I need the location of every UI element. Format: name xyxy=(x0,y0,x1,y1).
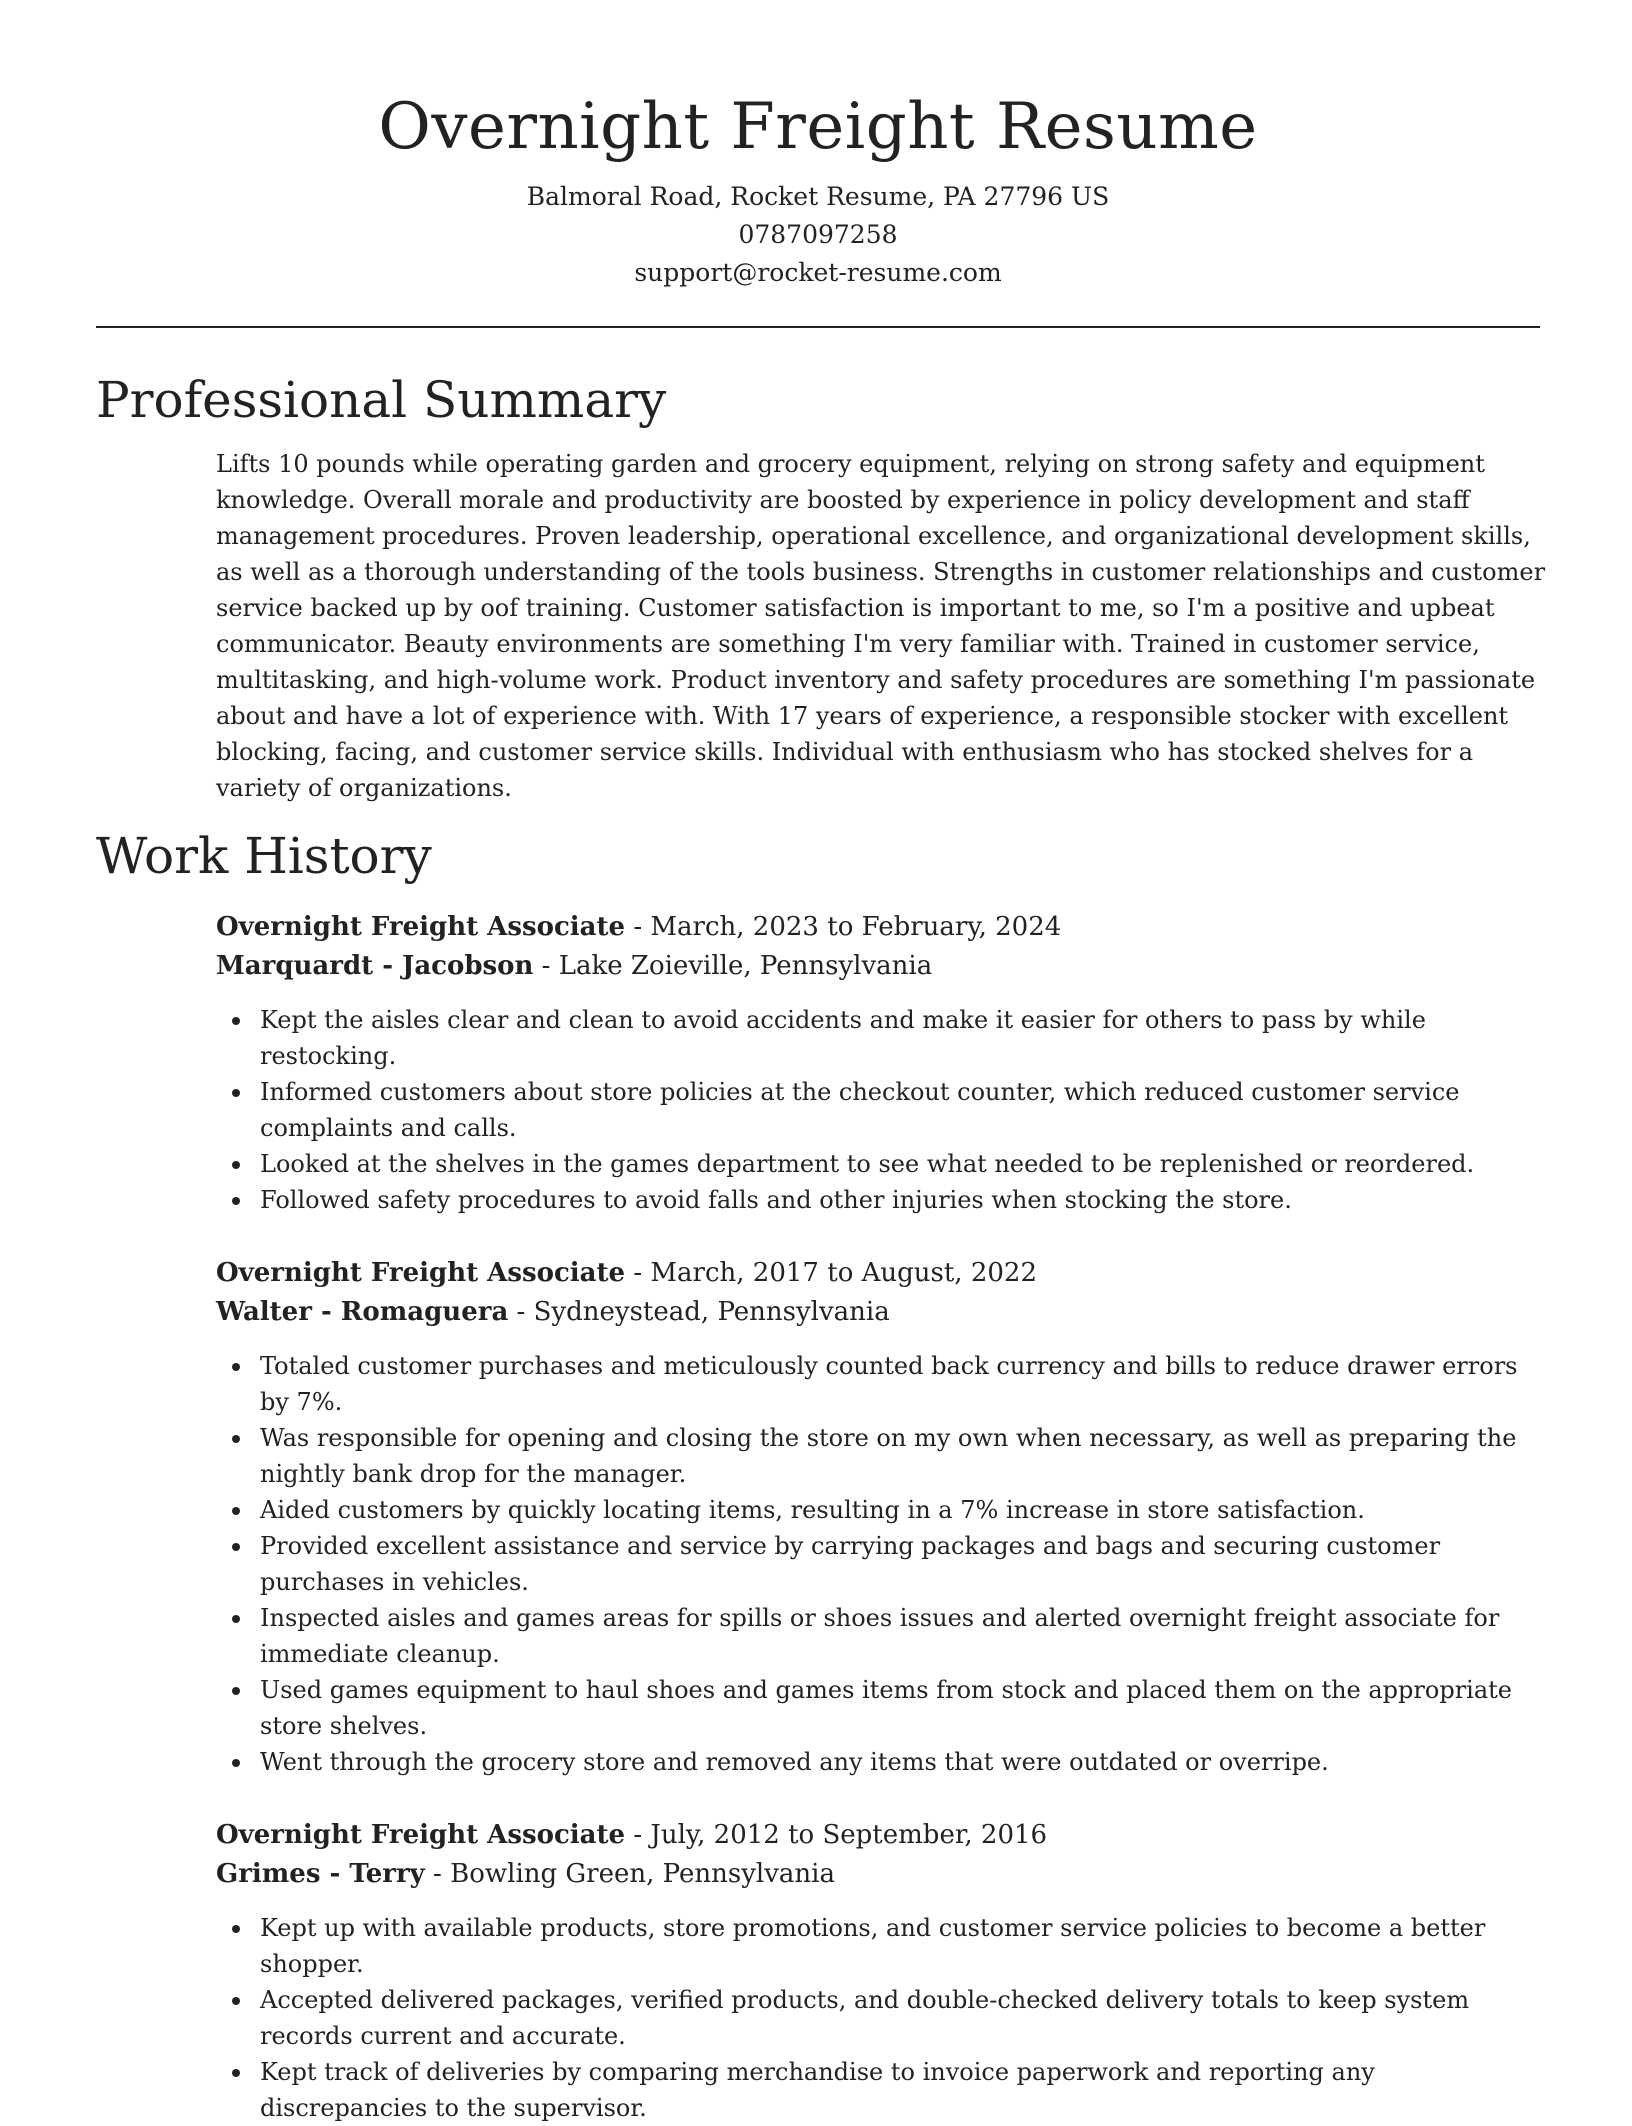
job-position: Overnight Freight Associate xyxy=(216,912,626,942)
list-item: Kept track of deliveries by comparing merchandise to invoice paperwork and reporting any discrepancies to the supervisor. xyxy=(216,2054,1546,2126)
job-title-line xyxy=(216,1254,1546,1293)
contact-email: support@rocket-resume.com xyxy=(634,258,1002,287)
job-position: Overnight Freight Associate xyxy=(216,1258,626,1288)
job-title-line xyxy=(216,1816,1546,1855)
list-item: Totaled customer purchases and meticulously counted back currency and bills to reduce drawer errors by 7%. xyxy=(216,1348,1546,1420)
list-item: Went through the grocery store and removed any items that were outdated or overripe. xyxy=(216,1744,1546,1780)
contact-phone: 0787097258 xyxy=(738,220,898,249)
job-title-line xyxy=(216,908,1546,947)
job-duties-list xyxy=(216,1002,1546,1218)
job-dates: March, 2023 to February, 2024 xyxy=(650,912,1062,942)
job-location: Bowling Green, Pennsylvania xyxy=(450,1859,835,1889)
list-item: Aided customers by quickly locating items, resulting in a 7% increase in store satisfaction. xyxy=(216,1492,1546,1528)
work-history-section xyxy=(216,908,1546,2126)
list-item: Inspected aisles and games areas for spills or shoes issues and alerted overnight freight associate for immediate cleanup. xyxy=(216,1600,1546,1672)
work-history-heading: Work History xyxy=(96,827,432,885)
resume-title: Overnight Freight Resume xyxy=(378,90,1258,164)
contact-address: Balmoral Road, Rocket Resume, PA 27796 US xyxy=(526,182,1110,211)
list-item: Followed safety procedures to avoid falls and other injuries when stocking the store. xyxy=(216,1182,1546,1218)
job-location: Sydneystead, Pennsylvania xyxy=(533,1297,890,1327)
list-item: Was responsible for opening and closing the store on my own when necessary, as well as preparing the nightly bank drop for the manager. xyxy=(216,1420,1546,1492)
header-divider xyxy=(96,326,1540,328)
list-item: Looked at the shelves in the games department to see what needed to be replenished or reordered. xyxy=(216,1146,1546,1182)
separator: - xyxy=(424,1859,451,1889)
list-item: Provided excellent assistance and service by carrying packages and bags and securing customer purchases in vehicles. xyxy=(216,1528,1546,1600)
summary-heading: Professional Summary xyxy=(96,371,667,429)
separator: - xyxy=(625,912,651,942)
list-item: Used games equipment to haul shoes and games items from stock and placed them on the appropriate store shelves. xyxy=(216,1672,1546,1744)
job-company: Grimes - Terry xyxy=(216,1859,425,1889)
separator: - xyxy=(625,1258,651,1288)
separator: - xyxy=(625,1820,651,1850)
job-dates: March, 2017 to August, 2022 xyxy=(650,1258,1038,1288)
contact-info xyxy=(96,178,1540,292)
job-company-line xyxy=(216,1293,1546,1332)
job-duties-list xyxy=(216,1348,1546,1780)
resume-header xyxy=(96,0,1540,292)
job-entry xyxy=(216,1816,1546,2126)
job-company: Marquardt - Jacobson xyxy=(216,951,534,981)
separator: - xyxy=(533,951,559,981)
job-entry xyxy=(216,1254,1546,1780)
job-location: Lake Zoieville, Pennsylvania xyxy=(558,951,933,981)
separator: - xyxy=(508,1297,534,1327)
job-company: Walter - Romaguera xyxy=(216,1297,509,1327)
job-duties-list xyxy=(216,1910,1546,2126)
job-entry xyxy=(216,908,1546,1218)
job-position: Overnight Freight Associate xyxy=(216,1820,626,1850)
job-company-line xyxy=(216,947,1546,986)
summary-paragraph: Lifts 10 pounds while operating garden and grocery equipment, relying on strong safety and equipment knowledge. Overall morale and productivity are boosted by experience in policy development and staff management procedures. Proven leadership, operational excellence, and organizational development skills, as well as a thorough understanding of the tools business. Strengths in customer relationships and customer service backed up by oof training. Customer satisfaction is important to me, so I'm a positive and upbeat communicator. Beauty environments are something I'm very familiar with. Trained in customer service, multitasking, and high-volume work. Product inventory and safety procedures are something I'm passionate about and have a lot of experience with. With 17 years of experience, a responsible stocker with excellent blocking, facing, and customer service skills. Individual with enthusiasm who has stocked shelves for a variety of organizations. xyxy=(216,450,1546,802)
job-company-line xyxy=(216,1855,1546,1894)
resume-page xyxy=(96,0,1546,2126)
list-item: Kept the aisles clear and clean to avoid accidents and make it easier for others to pass by while restocking. xyxy=(216,1002,1546,1074)
job-dates: July, 2012 to September, 2016 xyxy=(650,1820,1048,1850)
list-item: Accepted delivered packages, verified products, and double-checked delivery totals to keep system records current and accurate. xyxy=(216,1982,1546,2054)
list-item: Informed customers about store policies at the checkout counter, which reduced customer service complaints and calls. xyxy=(216,1074,1546,1146)
summary-section xyxy=(216,446,1546,806)
list-item: Kept up with available products, store promotions, and customer service policies to become a better shopper. xyxy=(216,1910,1546,1982)
